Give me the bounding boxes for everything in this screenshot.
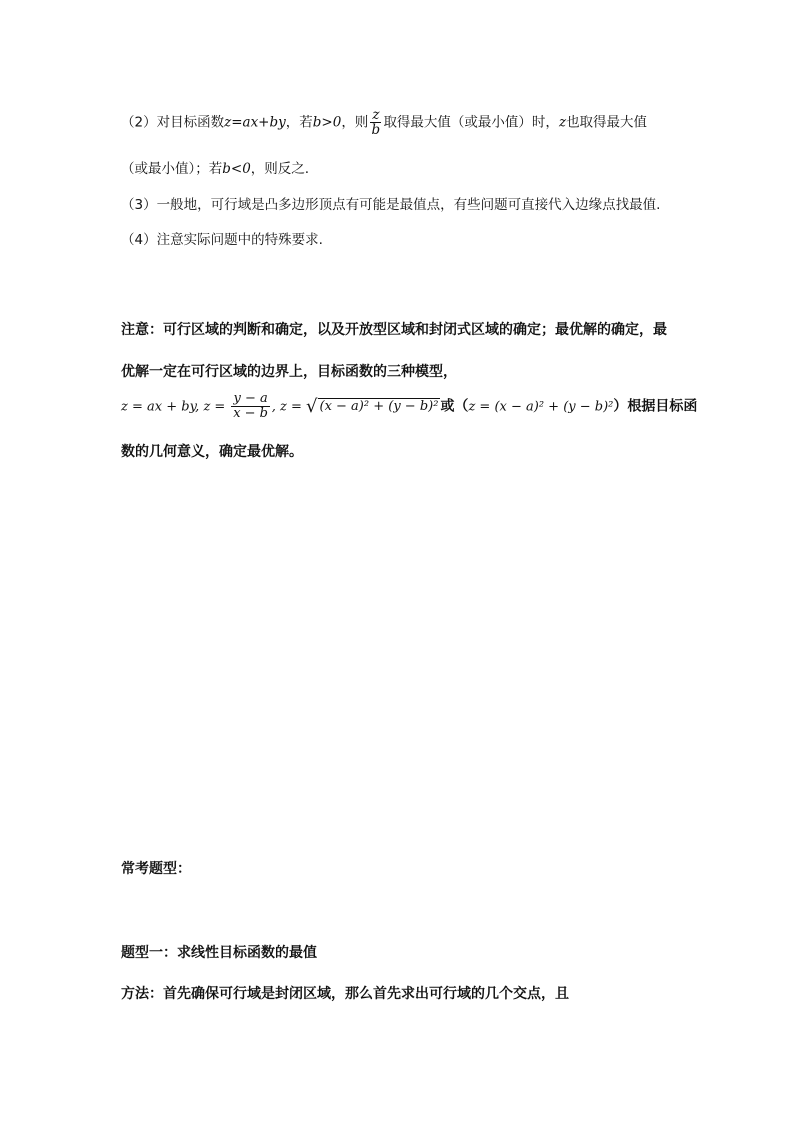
note-line-3 (121, 392, 697, 421)
text-tail2: 也取得最大值 (566, 114, 648, 131)
item-2-line-2 (121, 157, 309, 177)
condition-b-positive: b>0 (312, 114, 342, 131)
note-line-2: 优解一定在可行区域的边界上，目标函数的三种模型， (121, 364, 457, 380)
objective-expr: z=ax+by (224, 114, 286, 131)
item-3: （3）一般地，可行域是凸多边形顶点有可能是最值点，有些问题可直接代入边缘点找最值. (121, 197, 661, 213)
sqrt-radicand: (x − a)² + (y − b)² (319, 399, 439, 414)
type-1-title: 题型一：求线性目标函数的最值 (121, 945, 317, 961)
fraction-z-over-b (370, 108, 381, 137)
type-1-method: 方法：首先确保可行域是封闭区域，那么首先求出可行域的几个交点，且 (121, 986, 569, 1002)
model-linear: z = ax + by, z = (121, 399, 230, 415)
slope-denominator: x − b (233, 406, 268, 421)
slope-numerator: y − a (233, 391, 268, 406)
model-sep: , z = (271, 399, 307, 415)
var-z: z (558, 114, 567, 131)
text-or: 或（ (440, 398, 469, 415)
model-slope-fraction (231, 392, 269, 421)
item-4: （4）注意实际问题中的特殊要求. (121, 232, 323, 248)
item-2-lead: （2）对目标函数 (121, 114, 225, 131)
text-ze: ，则 (341, 114, 369, 131)
note-line-4: 数的几何意义，确定最优解。 (121, 444, 303, 460)
text-tail: 取得最大值（或最小值）时， (383, 114, 559, 131)
model-distance-sqrt: √ (x − a)² + (y − b)² (306, 396, 439, 417)
common-types-heading: 常考题型： (121, 861, 191, 877)
text-by-geometric: ）根据目标函 (613, 398, 698, 415)
condition-b-negative: b<0 (222, 161, 251, 177)
item-2-line-1 (121, 108, 647, 137)
frac-numerator: z (372, 107, 380, 123)
text-reverse: ，则反之. (250, 161, 310, 177)
note-line-1: 注意：可行区域的判断和确定，以及开放型区域和封闭式区域的确定；最优解的确定，最 (121, 322, 667, 338)
frac-denominator: b (371, 122, 381, 138)
model-squared-distance: z = (x − a)² + (y − b)² (468, 399, 614, 415)
text-or-min: （或最小值）；若 (121, 161, 223, 177)
text-ruo: ，若 (285, 114, 313, 131)
